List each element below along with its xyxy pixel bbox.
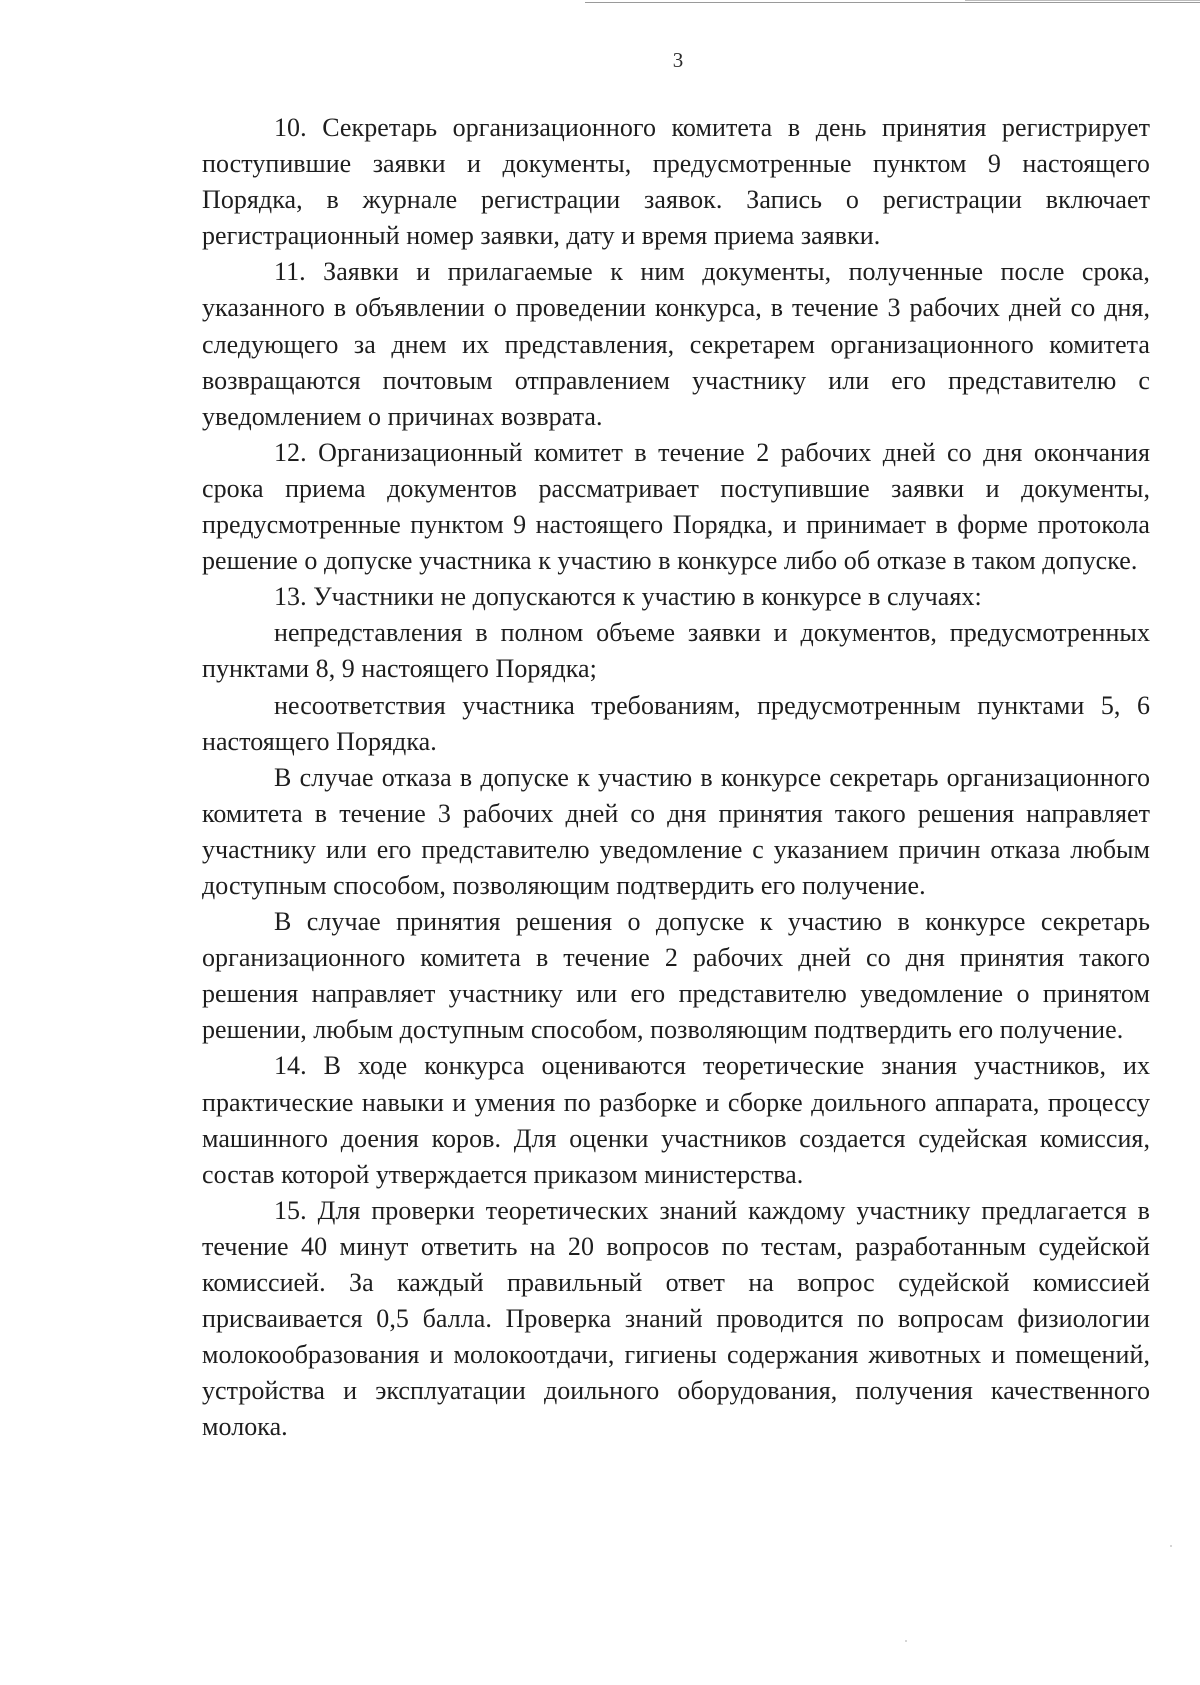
paragraph-13-case-2: несоответствия участника требованиям, предусмотренным пунктами 5, 6 настоящего Порядка.: [202, 690, 1150, 756]
paragraph-15: 15. Для проверки теоретических знаний каждому участнику предлагается в течение 40 минут ответить на 20 вопросов по тестам, разработанным судейской комиссией. За каждый правильный ответ на вопрос судейской комиссией присваивается 0,5 балла. Проверка знаний проводится по вопросам физиологии молокообразования и молокоотдачи, гигиены содержания животных и помещений, устройства и эксплуатации доильного оборудования, получения качественного молока.: [202, 1195, 1150, 1442]
paragraph-13: 13. Участники не допускаются к участию в конкурсе в случаях:: [274, 582, 982, 612]
scan-speck: [1170, 1545, 1172, 1547]
paragraph-14: 14. В ходе конкурса оцениваются теоретические знания участников, их практические навыки и умения по разборке и сборке доильного аппарата, процессу машинного доения коров. Для оценки участников создается судейская комиссия, состав которой утверждается приказом министерства.: [202, 1051, 1150, 1189]
paragraph-13-refusal: В случае отказа в допуске к участию в конкурсе секретарь организационного комитета в течение 3 рабочих дней со дня принятия такого решения направляет участнику или его представителю уведомление с указанием причин отказа любым доступным способом, позволяющим подтвердить его получение.: [202, 762, 1150, 900]
paragraph-13-admission: В случае принятия решения о допуске к участию в конкурсе секретарь организационного комитета в течение 2 рабочих дней со дня принятия такого решения направляет участнику или его представителю уведомление о принятом решении, любым доступным способом, позволяющим подтвердить его получение.: [202, 907, 1150, 1045]
scan-edge-line-short: [965, 0, 1200, 1]
paragraph-11: 11. Заявки и прилагаемые к ним документы, полученные после срока, указанного в объявлении о проведении конкурса, в течение 3 рабочих дней со дня, следующего за днем их представления, секретарем организационного комитета возвращаются почтовым отправлением участнику или его представителю с уведомлением о причинах возврата.: [202, 257, 1150, 431]
scan-edge-line: [585, 2, 1200, 3]
document-body: [202, 110, 1150, 1445]
paragraph-12: 12. Организационный комитет в течение 2 рабочих дней со дня окончания срока приема документов рассматривает поступившие заявки и документы, предусмотренные пунктом 9 настоящего Порядка, и принимает в форме протокола решение о допуске участника к участию в конкурсе либо об отказе в таком допуске.: [202, 437, 1150, 576]
scan-speck: [905, 1640, 907, 1642]
paragraph-10: 10. Секретарь организационного комитета в день принятия регистрирует поступившие заявки и документы, предусмотренные пунктом 9 настоящего Порядка, в журнале регистрации заявок. Запись о регистрации включает регистрационный номер заявки, дату и время приема заявки.: [202, 113, 1150, 251]
page-number: 3: [672, 48, 684, 72]
paragraph-13-case-1: непредставления в полном объеме заявки и документов, предусмотренных пунктами 8, 9 настоящего Порядка;: [202, 618, 1150, 684]
